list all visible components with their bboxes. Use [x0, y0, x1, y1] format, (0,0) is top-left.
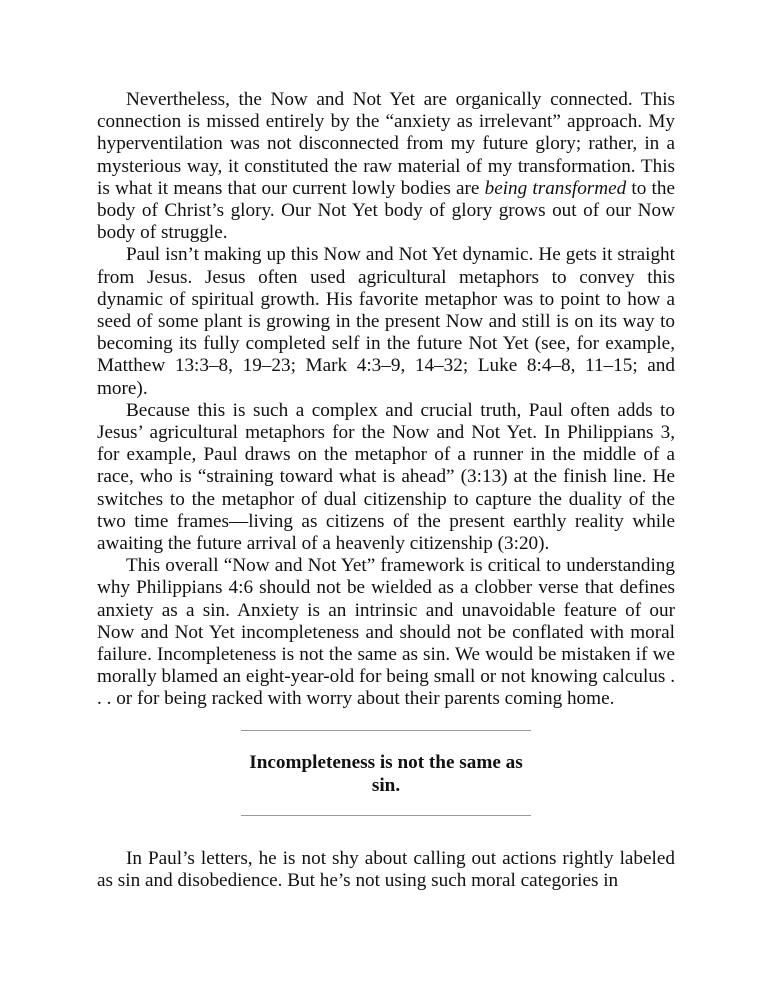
paragraph-agricultural-metaphors: Paul isn’t making up this Now and Not Yet dynamic. He gets it straight from Jesus. Jesus often used agricultural metaphors to convey this dynamic of spiritual growth. His favorite metaphor was to point to how a seed of some plant is growing in the present Now and still is on its way to becoming its fully completed self in the future Not Yet (see, for example, Matthew 13:3–8, 19–23; Mark 4:3–9, 14–32; Luke 8:4–8, 11–15; and more).: [97, 244, 675, 399]
pullquote: [241, 752, 531, 797]
pullquote-bottom-rule: [241, 815, 531, 816]
paragraph-pauls-letters: In Paul’s letters, he is not shy about calling out actions rightly labeled as sin and disobedience. But he’s not using such moral categories in: [97, 848, 675, 892]
pullquote-line: Incompleteness is not the same as: [249, 752, 523, 773]
body-text: [97, 89, 675, 711]
paragraph-now-not-yet-connection: [97, 89, 675, 244]
paragraph-text: to the body of Christ’s glory. Our Not Yet body of glory grows out of our Now body of struggle.: [97, 177, 675, 244]
paragraph-framework: This overall “Now and Not Yet” framework is critical to understanding why Philippians 4:6 should not be wielded as a clobber verse that defines anxiety as a sin. Anxiety is an intrinsic and unavoidable feature of our Now and Not Yet incompleteness and should not be conflated with moral failure. Incompleteness is not the same as sin. We would be mistaken if we morally blamed an eight-year-old for being small or not knowing calculus . . . or for being racked with worry about their parents coming home.: [97, 555, 675, 710]
pullquote-top-rule: [241, 730, 531, 731]
emphasized-text: being transformed: [484, 177, 627, 199]
body-text-continued: [97, 848, 675, 892]
pullquote-line: sin.: [371, 774, 401, 796]
paragraph-text: Nevertheless, the Now and Not Yet are organically connected. This connection is missed entirely by the “anxiety as irrelevant” approach. My hyperventilation was not disconnected from my future glory; rather, in a mysterious way, it constituted the raw material of my transformation. This is what it means that our current lowly bodies are: [97, 89, 675, 199]
paragraph-philippians-3: Because this is such a complex and crucial truth, Paul often adds to Jesus’ agricultural metaphors for the Now and Not Yet. In Philippians 3, for example, Paul draws on the metaphor of a runner in the middle of a race, who is “straining toward what is ahead” (3:13) at the finish line. He switches to the metaphor of dual citizenship to capture the duality of the two time frames—living as citizens of the present earthly reality while awaiting the future arrival of a heavenly citizenship (3:20).: [97, 399, 675, 555]
